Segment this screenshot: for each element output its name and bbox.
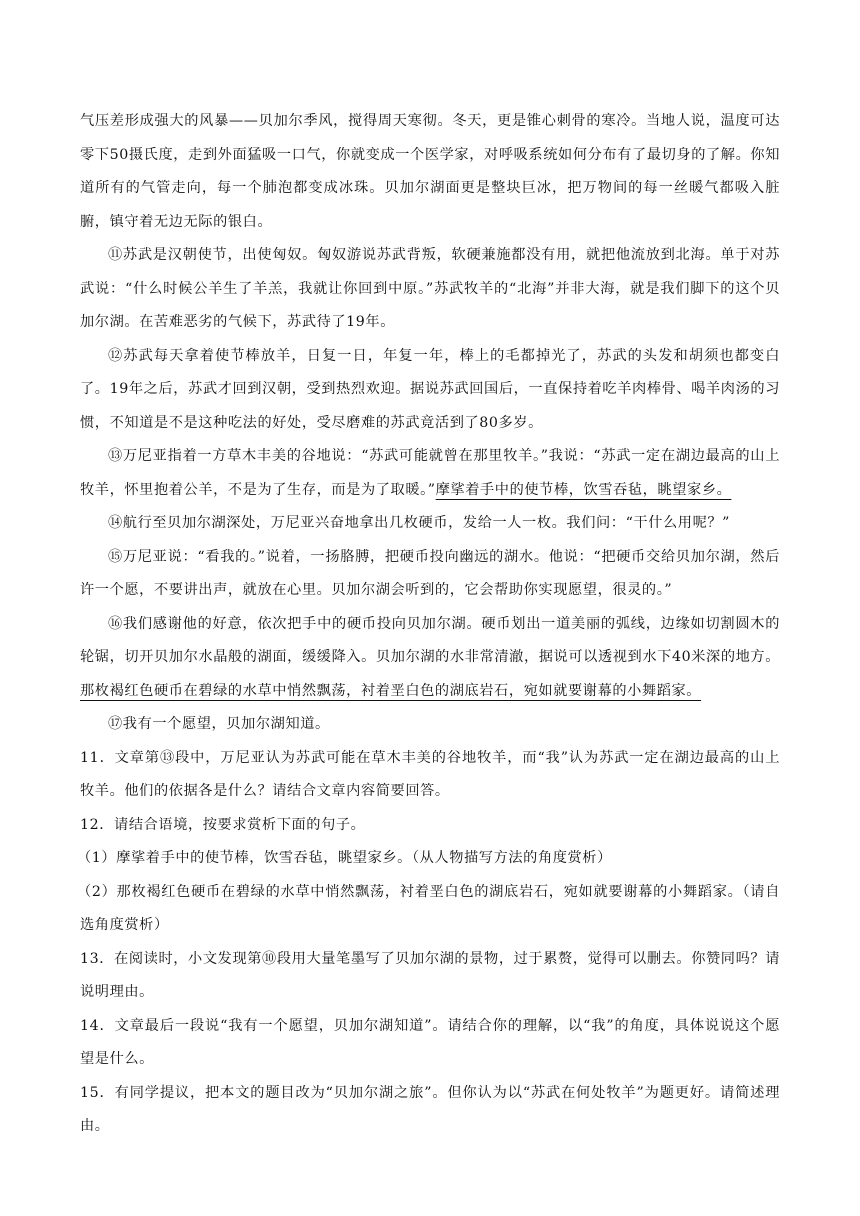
paragraph-12: ⑫苏武每天拿着使节棒放羊，日复一日，年复一年，棒上的毛都掉光了，苏武的头发和胡须也都变白了。19年之后，苏武才回到汉朝，受到热烈欢迎。据说苏武回国后，一直保持着吃羊肉棒骨、喝羊肉汤的习惯，不知道是不是这种吃法的好处，受尽磨难的苏武竟活到了80多岁。: [80, 347, 780, 431]
question-11: 11．文章第⑬段中，万尼亚认为苏武可能在草木丰美的谷地牧羊，而“我”认为苏武一定在湖边最高的山上牧羊。他们的依据各是什么？请结合文章内容简要回答。: [80, 749, 780, 799]
paragraph-16: [80, 608, 780, 709]
paragraph-16-text: ⑯我们感谢他的好意，依次把手中的硬币投向贝加尔湖。硬币划出一道美丽的弧线，边缘如切割圆木的轮锯，切开贝加尔水晶般的湖面，缓缓降入。贝加尔湖的水非常清澈，据说可以透视到水下40米深的地方。: [80, 615, 780, 665]
question-15: 15．有同学提议，把本文的题目改为“贝加尔湖之旅”。但你认为以“苏武在何处牧羊”为题更好。请简述理由。: [80, 1084, 780, 1134]
question-12-part-2: （2）那枚褐红色硬币在碧绿的水草中悄然飘荡，衬着垩白色的湖底岩石，宛如就要谢幕的小舞蹈家。（请自选角度赏析）: [77, 883, 780, 933]
paragraph-14: ⑭航行至贝加尔湖深处，万尼亚兴奋地拿出几枚硬币，发给一人一枚。我们问：“干什么用呢？”: [108, 515, 730, 531]
question-14: 14．文章最后一段说“我有一个愿望，贝加尔湖知道”。请结合你的理解，以“我”的角度，具体说说这个愿望是什么。: [80, 1017, 780, 1067]
paragraph-13: [80, 440, 780, 507]
paragraph-17: ⑰我有一个愿望，贝加尔湖知道。: [108, 716, 330, 732]
paragraph-16-underlined-sentence: 那枚褐红色硬币在碧绿的水草中悄然飘荡，衬着垩白色的湖底岩石，宛如就要谢幕的小舞蹈家。: [80, 682, 702, 699]
paragraph-13-underlined-sentence: 摩挲着手中的使节棒，饮雪吞毡，眺望家乡。: [435, 481, 732, 498]
paragraph-10-continued: 气压差形成强大的风暴——贝加尔季风，搅得周天寒彻。冬天，更是锥心刺骨的寒冷。当地人说，温度可达零下50摄氏度，走到外面猛吸一口气，你就变成一个医学家，对呼吸系统如何分布有了最切身的了解。你知道所有的气管走向，每一个肺泡都变成冰珠。贝加尔湖面更是整块巨冰，把万物间的每一丝暖气都吸入脏腑，镇守着无边无际的银白。: [80, 113, 780, 230]
question-13: 13．在阅读时，小文发现第⑩段用大量笔墨写了贝加尔湖的景物，过于累赘，觉得可以删去。你赞同吗？请说明理由。: [80, 950, 780, 1000]
paragraph-11: ⑪苏武是汉朝使节，出使匈奴。匈奴游说苏武背叛，软硬兼施都没有用，就把他流放到北海。单于对苏武说：“什么时候公羊生了羊羔，我就让你回到中原。”苏武牧羊的“北海”并非大海，就是我们脚下的这个贝加尔湖。在苦难恶劣的气候下，苏武待了19年。: [80, 247, 780, 330]
document-content: [77, 105, 780, 1144]
question-12-part-1: （1）摩挲着手中的使节棒，饮雪吞毡，眺望家乡。（从人物描写方法的角度赏析）: [77, 850, 612, 866]
paragraph-13-text: ⑬万尼亚指着一方草木丰美的谷地说：“苏武可能就曾在那里牧羊。”我说：“苏武一定在湖边最高的山上牧羊，怀里抱着公羊，不是为了生存，而是为了取暖。”: [80, 448, 780, 498]
question-12: 12．请结合语境，按要求赏析下面的句子。: [80, 816, 366, 833]
paragraph-15: ⑮万尼亚说：“看我的。”说着，一扬胳膊，把硬币投向幽远的湖水。他说：“把硬币交给贝加尔湖，然后许一个愿，不要讲出声，就放在心里。贝加尔湖会听到的，它会帮助你实现愿望，很灵的。”: [80, 548, 780, 598]
